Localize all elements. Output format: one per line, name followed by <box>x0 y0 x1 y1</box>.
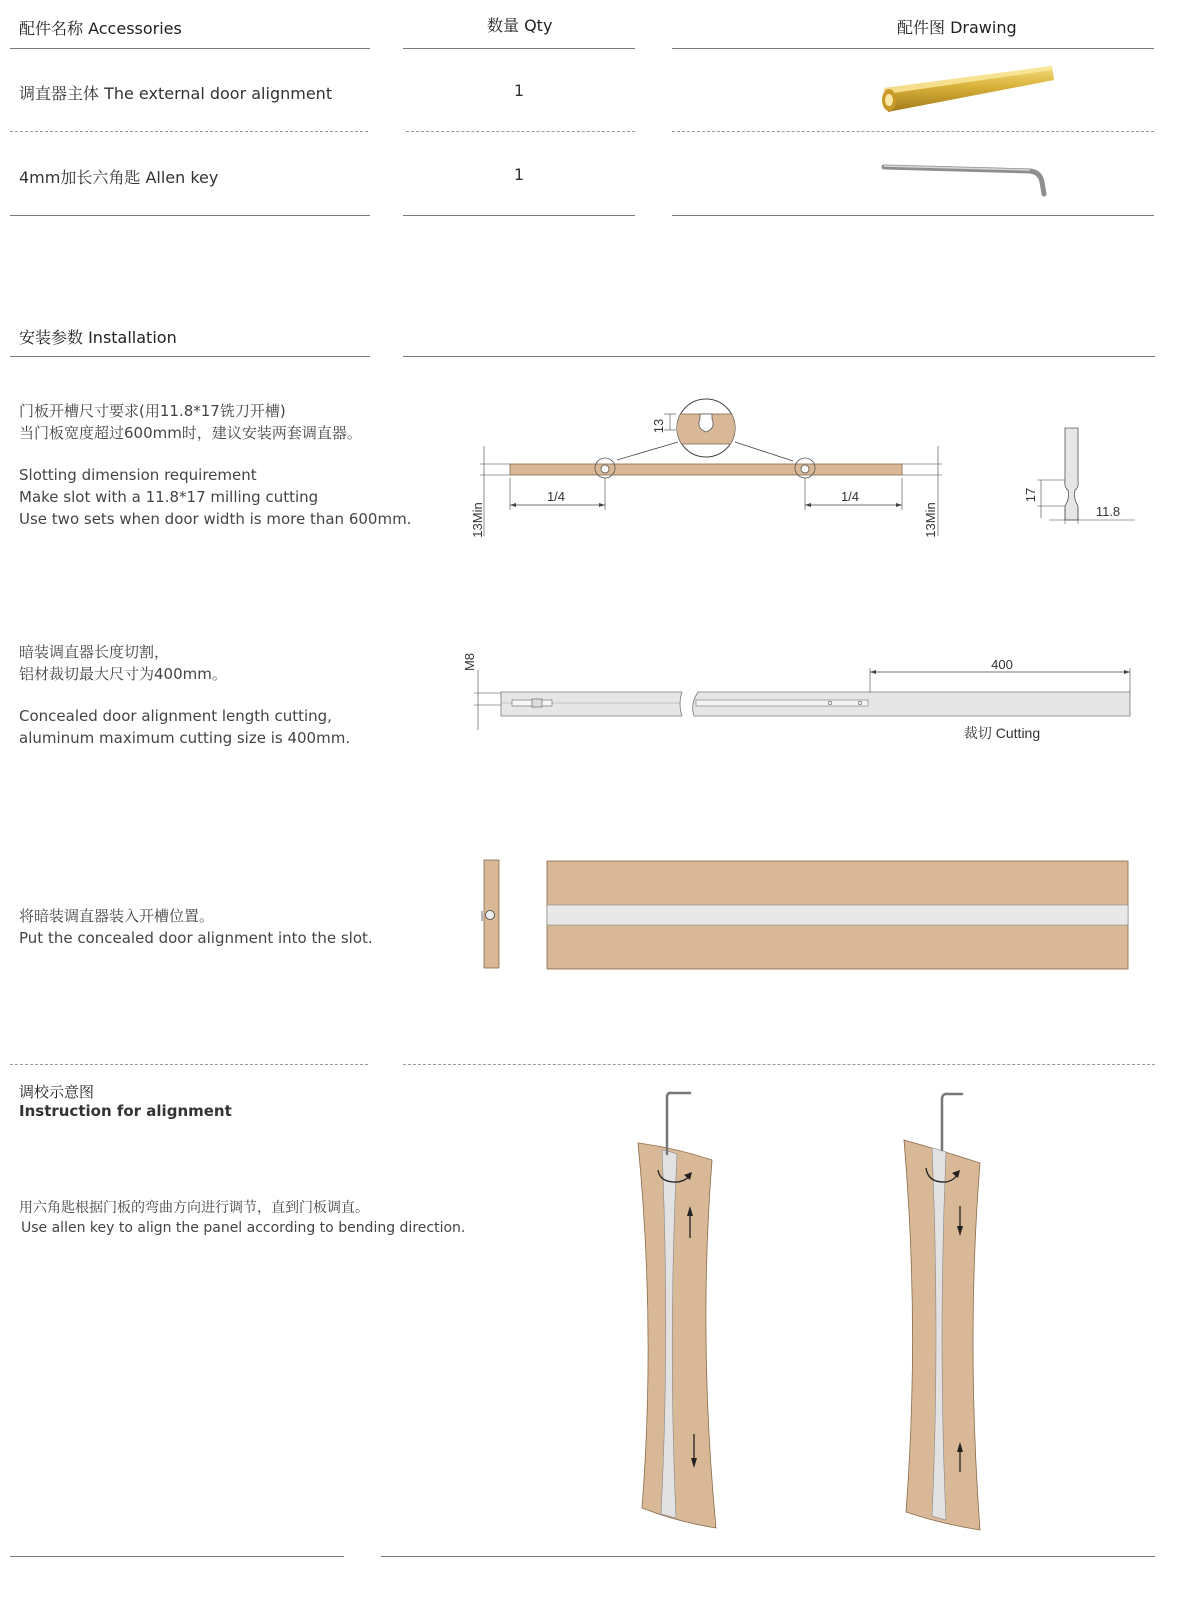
allen-key <box>667 1093 690 1154</box>
accessories-header-name: 配件名称 Accessories <box>19 19 182 38</box>
row2-name: 4mm加长六角匙 Allen key <box>19 168 219 187</box>
bottom-rule-left <box>10 1556 344 1557</box>
row1-divider-right <box>672 131 1154 132</box>
door-panel-edge <box>510 464 902 475</box>
label-slot-depth: 13 <box>651 418 666 434</box>
step1-line: Slotting dimension requirement <box>19 466 257 484</box>
label-height: 17 <box>1023 487 1038 503</box>
alignment-desc-en: Use allen key to align the panel according to bending direction. <box>21 1220 466 1236</box>
row1-qty: 1 <box>513 81 525 100</box>
label-length: 400 <box>991 657 1013 672</box>
header-rule-left <box>10 48 370 49</box>
label-cutting: 裁切 Cutting <box>963 725 1041 741</box>
installation-title: 安装参数 Installation <box>19 328 177 347</box>
installation-rule-left <box>10 356 370 357</box>
row2-qty: 1 <box>513 165 525 184</box>
table-bottom-rule-left <box>10 215 370 216</box>
label-width: 11.8 <box>1095 504 1121 519</box>
allen-key <box>942 1094 962 1150</box>
panel-side-view <box>478 855 508 975</box>
label-quarter-left: 1/4 <box>546 489 566 504</box>
step2-line: aluminum maximum cutting size is 400mm. <box>19 729 351 747</box>
alignment-title-cn: 调校示意图 <box>19 1083 95 1101</box>
alignment-divider-left <box>10 1064 368 1065</box>
step2-line: 暗装调直器长度切割， <box>19 643 170 661</box>
label-min-right: 13Min <box>923 502 938 538</box>
accessories-header-qty: 数量 Qty <box>487 16 553 35</box>
header-rule-middle <box>403 48 635 49</box>
installation-rule-right <box>403 356 1155 357</box>
step3-line: Put the concealed door alignment into the slot. <box>19 929 373 947</box>
slot-hole-right <box>801 465 809 473</box>
panel-front-view <box>544 858 1134 974</box>
cutting-diagram <box>460 640 1150 750</box>
step3-text <box>19 905 373 949</box>
step2-line: 铝材裁切最大尺寸为400mm。 <box>19 665 227 683</box>
row1-name: 调直器主体 The external door alignment <box>19 84 333 103</box>
allen-key-icon <box>880 156 1050 206</box>
row1-divider-left <box>10 131 368 132</box>
header-rule-right <box>672 48 1154 49</box>
label-quarter-right: 1/4 <box>840 489 860 504</box>
installed-profile <box>547 905 1128 925</box>
bent-panel-left <box>620 1088 740 1536</box>
label-min-left: 13Min <box>470 502 485 538</box>
table-bottom-rule-right <box>672 215 1154 216</box>
step2-spacer <box>19 685 350 705</box>
alignment-desc-cn: 用六角匙根据门板的弯曲方向进行调节，直到门板调直。 <box>19 1200 369 1216</box>
slotting-diagram <box>460 386 980 546</box>
aluminum-profile-icon <box>876 58 1066 130</box>
step3-line: 将暗装调直器装入开槽位置。 <box>19 907 215 925</box>
profile-shape <box>1065 428 1078 520</box>
step2-text <box>19 641 350 749</box>
step1-line: 门板开槽尺寸要求(用11.8*17铣刀开槽) <box>19 402 286 420</box>
label-m8: M8 <box>462 652 477 672</box>
bent-panel-right <box>892 1088 1012 1536</box>
slot-hole-left <box>601 465 609 473</box>
alignment-desc <box>19 1198 465 1238</box>
step1-line: Make slot with a 11.8*17 milling cutting <box>19 488 319 506</box>
step2-line: Concealed door alignment length cutting, <box>19 707 332 725</box>
bottom-rule-right <box>381 1556 1155 1557</box>
step1-spacer <box>19 444 411 464</box>
slot-profile-diagram <box>1015 420 1140 530</box>
alignment-title-en: Instruction for alignment <box>19 1102 232 1120</box>
step1-line: Use two sets when door width is more than 600mm. <box>19 510 412 528</box>
alignment-divider-right <box>403 1064 1155 1065</box>
step1-line: 当门板宽度超过600mm时，建议安装两套调直器。 <box>19 424 362 442</box>
step1-text <box>19 400 411 530</box>
row1-divider-middle <box>406 131 635 132</box>
table-bottom-rule-middle <box>403 215 635 216</box>
accessories-header-drawing: 配件图 Drawing <box>897 18 1017 37</box>
